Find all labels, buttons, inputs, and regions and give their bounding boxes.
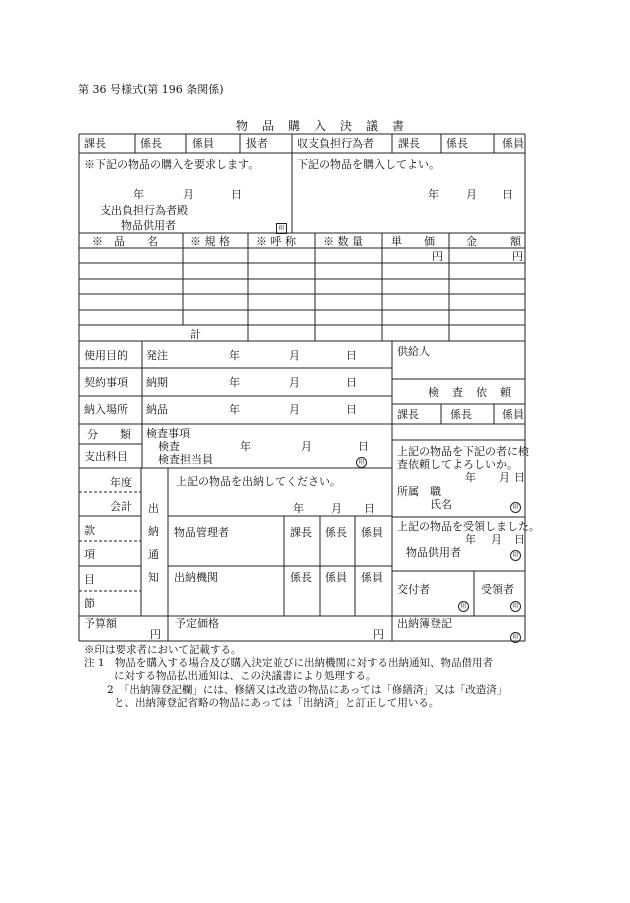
purpose-label: 使用目的	[84, 349, 128, 362]
inspection-post: 所属	[397, 485, 419, 498]
purpose-day: 日	[346, 349, 357, 362]
check-month: 月	[301, 440, 312, 453]
register-seal-icon: 印	[510, 629, 521, 645]
org-kakariin-2: 係員	[361, 571, 383, 584]
inspection-name: 氏名	[430, 498, 452, 511]
note-2b: と、出納簿登記省略の物品にあっては「出納済」と訂正して用いる。	[114, 697, 440, 709]
total-label: 計	[190, 328, 201, 341]
inspection-text2: 査依頼してよろしいか。	[397, 458, 518, 471]
budget-year: 年度	[110, 476, 132, 489]
mgr-kakaricho: 係長	[325, 526, 347, 539]
inspection-kakariin: 係員	[502, 408, 524, 421]
approval-cell-kakariin: 係員	[192, 137, 214, 150]
approval-cell-kacho: 課長	[84, 137, 106, 150]
place-label: 納入場所	[84, 403, 128, 416]
receipt-user: 物品供用者	[406, 546, 461, 559]
dispatch-text: 上記の物品を出納してください。	[176, 475, 341, 488]
contract-label: 契約事項	[84, 376, 128, 389]
budget-kan: 款	[84, 524, 95, 537]
inspection-kakaricho: 係長	[450, 408, 472, 421]
col-amount: 金 額	[466, 235, 521, 248]
amount-yen: 円	[512, 250, 523, 263]
dispatch-year: 年	[293, 502, 304, 515]
contract-value: 納期	[146, 376, 168, 389]
dispatch-org: 出納機関	[174, 571, 218, 584]
planned-price-label: 予定価格	[175, 617, 219, 630]
org-kakaricho: 係長	[290, 571, 312, 584]
planned-price-yen: 円	[373, 628, 384, 641]
dispatch-manager: 物品管理者	[174, 526, 229, 539]
col-spec: ※ 規 格	[190, 235, 230, 248]
receipt-text: 上記の物品を受領しました。	[397, 520, 540, 533]
dispatch-month: 月	[331, 502, 342, 515]
budget-kou: 項	[84, 548, 95, 561]
classify-label: 分 類	[87, 428, 131, 441]
approval-cell-kakaricho: 係長	[140, 137, 162, 150]
note-asterisk: ※印は要求者において記載する。	[84, 644, 242, 656]
purpose-month: 月	[289, 349, 300, 362]
budget-account: 会計	[110, 500, 132, 513]
inspection-day: 日	[514, 471, 525, 484]
purpose-value: 発注	[146, 349, 168, 362]
place-day: 日	[346, 403, 357, 416]
col-qty: ※ 数 量	[323, 235, 363, 248]
contract-day: 日	[346, 376, 357, 389]
inspection-kacho: 課長	[397, 408, 419, 421]
col-unit-price: 単 価	[391, 235, 435, 248]
mgr-kacho: 課長	[290, 526, 312, 539]
check-year: 年	[240, 440, 251, 453]
approval-right-kacho: 課長	[398, 137, 420, 150]
contract-month: 月	[289, 376, 300, 389]
register-label: 出納簿登記	[397, 617, 452, 630]
dispatch-v3: 通	[148, 548, 159, 561]
receiver-label: 受領者	[481, 583, 514, 596]
request-seal-icon: 印	[276, 220, 287, 236]
supplier-label: 供給人	[397, 345, 430, 358]
request-user: 物品供用者	[121, 219, 176, 232]
col-call: ※ 呼 称	[256, 235, 296, 248]
contract-year: 年	[229, 376, 240, 389]
check-line1: 検査	[158, 440, 180, 453]
approval-right-kakariin: 係員	[502, 137, 524, 150]
receiver-seal-icon: 印	[510, 598, 521, 614]
inspection-job: 職	[430, 485, 441, 498]
receipt-month: 月	[491, 533, 502, 546]
inspection-text1: 上記の物品を下記の者に検	[397, 445, 529, 458]
document-title: 物 品 購 入 決 議 書	[236, 119, 406, 133]
place-value: 納品	[146, 403, 168, 416]
request-year: 年	[133, 188, 144, 201]
budget-amount-label: 予算額	[84, 617, 117, 630]
check-seal-icon: 印	[356, 454, 367, 470]
receipt-day: 日	[514, 533, 525, 546]
note-1a: 注 1 物品を購入する場合及び購入決定並びに出納機関に対する出納通知、物品借用者	[84, 657, 494, 669]
inspection-month: 月	[499, 471, 510, 484]
deliverer-label: 交付者	[397, 583, 430, 596]
request-month: 月	[183, 188, 194, 201]
approve-day: 日	[502, 188, 513, 201]
approval-right-kakaricho: 係長	[446, 137, 468, 150]
note-2a: 2 「出納簿登記欄」には、修繕又は改造の物品にあっては「修繕済」又は「改造済」	[107, 684, 508, 696]
check-title: 検査事項	[146, 427, 190, 440]
budget-setsu: 節	[84, 597, 95, 610]
purpose-year: 年	[229, 349, 240, 362]
request-addressee: 支出負担行為者殿	[100, 204, 188, 217]
budget-moku: 目	[84, 573, 95, 586]
check-day: 日	[358, 440, 369, 453]
note-1b: に対する物品払出通知は、この決議書により処理する。	[114, 670, 377, 682]
form-number: 第 36 号様式(第 196 条関係)	[78, 83, 224, 96]
approval-cell-atsukaisha: 扱者	[246, 137, 268, 150]
receipt-seal-icon: 印	[510, 547, 521, 563]
org-kakariin: 係員	[325, 571, 347, 584]
approve-year: 年	[428, 188, 439, 201]
request-day: 日	[231, 188, 242, 201]
mgr-kakariin: 係員	[361, 526, 383, 539]
budget-amount-yen: 円	[150, 628, 161, 641]
approve-text: 下記の物品を購入してよい。	[297, 158, 440, 171]
place-year: 年	[229, 403, 240, 416]
dispatch-v4: 知	[148, 571, 159, 584]
inspection-year: 年	[465, 471, 476, 484]
receipt-year: 年	[465, 533, 476, 546]
approval-head-shushi: 収支負担行為者	[297, 137, 374, 150]
deliverer-seal-icon: 印	[458, 598, 469, 614]
request-text: ※下記の物品の購入を要求します。	[84, 158, 260, 171]
place-month: 月	[289, 403, 300, 416]
dispatch-day: 日	[364, 502, 375, 515]
unit-price-yen: 円	[432, 250, 443, 263]
inspection-title: 検 査 依 頼	[428, 386, 512, 399]
dispatch-v1: 出	[148, 502, 159, 515]
check-line2: 検査担当員	[158, 453, 213, 466]
dispatch-v2: 納	[148, 525, 159, 538]
col-item-name: ※ 品 名	[92, 235, 158, 248]
approve-month: 月	[466, 188, 477, 201]
expense-item-label: 支出科目	[84, 450, 128, 463]
inspection-seal-icon: 印	[510, 499, 521, 515]
